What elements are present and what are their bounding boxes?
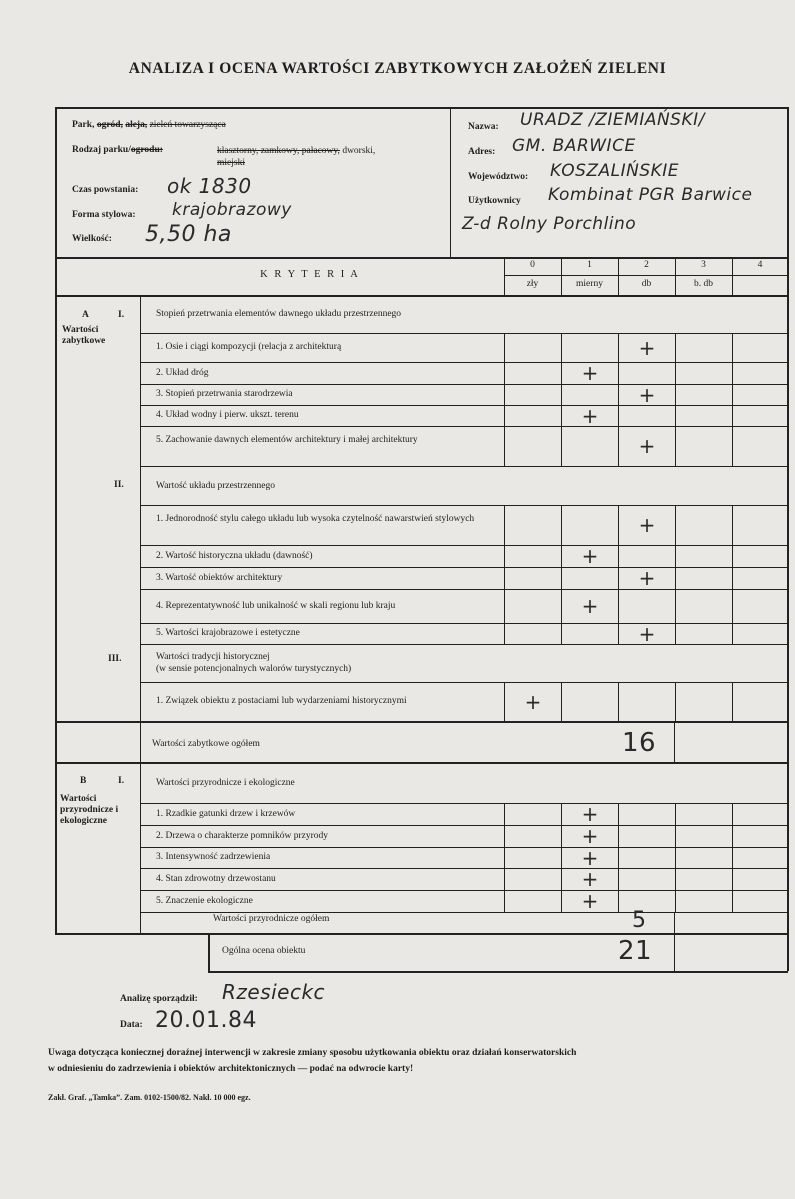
score-cell-border [675,825,676,847]
score-cell-border [732,868,733,890]
score-cell-border [732,545,733,567]
address-label: Adres: [468,147,496,157]
users-value-1: Kombinat PGR Barwice [548,185,753,205]
score-cell-border [732,505,733,545]
score-cell-border [618,890,619,912]
score-cell-border [675,333,676,362]
score-cell-border [618,868,619,890]
users-label: Użytkownicy [468,196,521,206]
score-cell-border [561,426,562,466]
score-mark: + [638,434,656,458]
score-cell-border [732,567,733,589]
size-label: Wielkość: [72,234,112,244]
users-value-2: Z-d Rolny Porchlino [462,214,637,234]
criteria-row-line [140,466,788,467]
frame-left [55,107,57,933]
criteria-label: 5. Zachowanie dawnych elementów architektury i małej architektury [156,435,418,445]
score-mark: + [638,566,656,590]
criteria-header-mid [504,275,788,276]
score-cell-border [675,545,676,567]
criteria-label: 2. Drzewa o charakterze pomników przyrody [156,830,328,841]
print-info: Zakł. Graf. „Tamka”. Zam. 0102-1500/82. Nakł. 10 000 egz. [48,1093,251,1102]
criteria-label: 4. Reprezentatywność lub unikalność w skali regionu lub kraju [156,600,396,611]
section-a-roman-3: III. [108,654,122,664]
criteria-row-line [140,912,788,913]
score-cell-border [675,426,676,466]
section-a-letter: A [82,310,89,320]
score-cell-border [618,682,619,721]
score-cell-border [732,825,733,847]
score-mark: + [581,403,599,428]
hdr-col-4 [675,257,676,295]
criteria-row-line [140,405,788,406]
score-mark: + [581,802,599,826]
score-cell-border [561,623,562,644]
score-cell-border [675,384,676,405]
analysis-signature: Rzesieckc [222,980,326,1004]
score-1: 1 [587,260,592,270]
score-cell-border [504,545,505,567]
park-type-label: Rodzaj parku/ogrodu: [72,145,163,155]
score-cell-border [561,384,562,405]
frame-right [787,107,789,933]
score-cell-border [618,847,619,868]
score-cell-border [732,803,733,825]
name-value: URADZ /ZIEMIAŃSKI/ [520,110,705,130]
criteria-label: 3. Intensywność zadrzewienia [156,852,271,862]
score-cell-border [618,803,619,825]
score-cell-border [675,405,676,426]
score-0: 0 [530,260,535,270]
score-mark: + [638,382,656,407]
score-cell-border [732,890,733,912]
score-mark: + [581,594,599,618]
hdr-col-2 [561,257,562,295]
section-b-roman-1: I. [118,776,125,786]
score-cell-border [504,567,505,589]
criteria-row-line [140,847,788,848]
header-bottom-line [55,257,788,259]
score-cell-border [504,384,505,405]
score-cell-border [618,589,619,623]
score-cell-border [675,890,676,912]
b-total-value: 5 [632,908,647,933]
footer-date-label: Data: [120,1020,143,1030]
park-type-city: miejski [217,158,245,168]
score-cell-border [561,682,562,721]
section-a-3-title-2: (w sensie potencjonalnych walorów turystycznych) [156,664,352,674]
criteria-row-line [140,623,788,624]
park-label: Park, ogród, aleja, zieleń towarzysząca [72,120,226,130]
score-mark: + [581,889,599,913]
size-value: 5,50 ha [145,222,232,247]
hdr-col-1 [504,257,505,295]
b-total-col [674,912,675,933]
address-value: GM. BARWICE [512,136,636,156]
section-b-letter: B [80,776,87,786]
criteria-label: 5. Znaczenie ekologiczne [156,895,253,906]
score-mark: + [638,513,656,537]
score-cell-border [732,384,733,405]
overall-col [674,933,675,971]
criteria-row-line [140,362,788,363]
a-total-bottom [55,762,788,764]
score-cell-border [732,623,733,644]
score-mark: + [581,845,599,870]
score-cell-border [561,505,562,545]
score-cell-border [504,803,505,825]
b1-head-line [140,803,788,804]
section-b-title: Wartości przyrodnicze i ekologiczne [60,794,119,826]
a3-head-bottom [140,682,788,683]
score-cell-border [675,682,676,721]
a2-head-bottom [140,505,788,506]
criteria-title: K R Y T E R I A [260,269,360,280]
overall-label: Ogólna ocena obiektu [222,946,306,956]
frame-bottom [55,933,788,935]
section-a-1-title: Stopień przetrwania elementów dawnego układu przestrzennego [156,309,402,319]
score-cell-border [504,847,505,868]
score-cell-border [732,682,733,721]
score-cell-border [504,589,505,623]
overall-bottom [208,971,788,973]
criteria-label: 4. Układ wodny i pierw. ukszt. terenu [156,410,299,420]
section-a-2-title: Wartość układu przestrzennego [156,481,275,491]
score-mark: + [638,621,656,646]
score-cell-border [732,362,733,384]
criteria-row-line [140,426,788,427]
overall-right [787,933,789,971]
score-cell-border [618,825,619,847]
criteria-label: 5. Wartości krajobrazowe i estetyczne [156,628,300,638]
voivodeship-label: Województwo: [468,172,529,182]
criteria-row-line [140,384,788,385]
score-name-1: mierny [576,279,603,289]
footer-note-1: Uwaga dotycząca koniecznej doraźnej interwencji w zakresie zmiany sposobu użytkowania obiektu oraz działań konserwatorskich [48,1048,577,1058]
score-cell-border [675,567,676,589]
score-cell-border [675,505,676,545]
hdr-col-3 [618,257,619,295]
criteria-row-line [140,890,788,891]
header-divider [450,107,451,257]
criteria-label: 2. Układ dróg [156,367,209,378]
score-cell-border [504,405,505,426]
analysis-label: Analizę sporządził: [120,994,198,1004]
criteria-label: 3. Stopień przetrwania starodrzewia [156,389,293,399]
score-cell-border [504,505,505,545]
score-mark: + [524,689,542,714]
criteria-row-line [140,567,788,568]
score-cell-border [675,589,676,623]
score-cell-border [504,362,505,384]
score-cell-border [561,333,562,362]
score-cell-border [504,868,505,890]
criteria-label: 1. Jednorodność stylu całego układu lub wysoka czytelność nawarstwień stylowych [156,514,475,524]
score-cell-border [504,825,505,847]
a1-head-line [140,333,788,334]
score-cell-border [675,362,676,384]
score-mark: + [581,544,599,568]
frame-top [55,107,788,109]
score-4: 4 [757,260,763,270]
criteria-header-bottom [55,295,788,297]
date-label: Czas powstania: [72,185,139,195]
a-total-label: Wartości zabytkowe ogółem [152,739,260,749]
criteria-row-line [140,545,788,546]
criteria-label: 4. Stan zdrowotny drzewostanu [156,873,276,884]
score-name-3: b. db [694,279,713,289]
score-cell-border [504,426,505,466]
date-value: ok 1830 [167,174,252,198]
criteria-row-line [140,644,788,645]
score-cell-border [675,803,676,825]
left-col-divider [140,295,141,933]
a-total-value: 16 [622,728,657,758]
criteria-label: 3. Wartość obiektów architektury [156,572,283,583]
criteria-row-line [140,721,788,722]
hdr-col-5 [732,257,733,295]
criteria-row-line [140,868,788,869]
score-cell-border [732,847,733,868]
section-a-roman-2: II. [114,480,124,490]
score-mark: + [638,335,656,360]
criteria-label: 1. Osie i ciągi kompozycji (relacja z architekturą [156,342,342,352]
b-total-label: Wartości przyrodnicze ogółem [213,914,330,924]
voivodeship-value: KOSZALIŃSKIE [550,161,680,181]
score-cell-border [618,545,619,567]
score-mark: + [581,867,599,891]
score-cell-border [732,405,733,426]
criteria-label: 1. Związek obiektu z postaciami lub wydarzeniami historycznymi [156,696,407,706]
score-mark: + [581,361,599,385]
footer-date-value: 20.01.84 [155,1008,257,1033]
score-cell-border [675,868,676,890]
score-cell-border [504,333,505,362]
section-a-roman-1: I. [118,310,125,320]
criteria-label: 1. Rzadkie gatunki drzew i krzewów [156,808,296,819]
score-cell-border [504,623,505,644]
overall-left [208,933,210,971]
score-cell-border [618,405,619,426]
score-cell-border [561,567,562,589]
section-a-3-title-1: Wartości tradycji historycznej [156,652,270,662]
criteria-row-line [140,589,788,590]
criteria-label: 2. Wartość historyczna układu (dawność) [156,550,313,561]
score-cell-border [675,623,676,644]
section-a-title: Wartości zabytkowe [62,325,106,346]
score-cell-border [504,890,505,912]
criteria-row-line [140,825,788,826]
page-title: ANALIZA I OCENA WARTOŚCI ZABYTKOWYCH ZAŁOŻEŃ ZIELENI [128,60,667,77]
park-type-options: klasztorny, zamkowy, pałacowy, dworski, [217,146,376,156]
score-cell-border [732,589,733,623]
score-2: 2 [644,260,649,270]
style-label: Forma stylowa: [72,210,136,220]
footer-note-2: w odniesieniu do zadrzewienia i obiektów architektonicznych — podać na odwrocie karty! [48,1064,414,1074]
score-cell-border [675,847,676,868]
score-cell-border [618,362,619,384]
a-total-col [674,721,675,762]
score-name-2: db [641,279,652,289]
score-mark: + [581,824,599,848]
score-name-0: zły [526,279,539,289]
name-label: Nazwa: [468,122,499,132]
score-cell-border [732,426,733,466]
section-b-1-title: Wartości przyrodnicze i ekologiczne [156,778,295,788]
style-value: krajobrazowy [172,200,292,220]
score-cell-border [732,333,733,362]
score-3: 3 [701,260,706,270]
overall-value: 21 [618,936,653,966]
